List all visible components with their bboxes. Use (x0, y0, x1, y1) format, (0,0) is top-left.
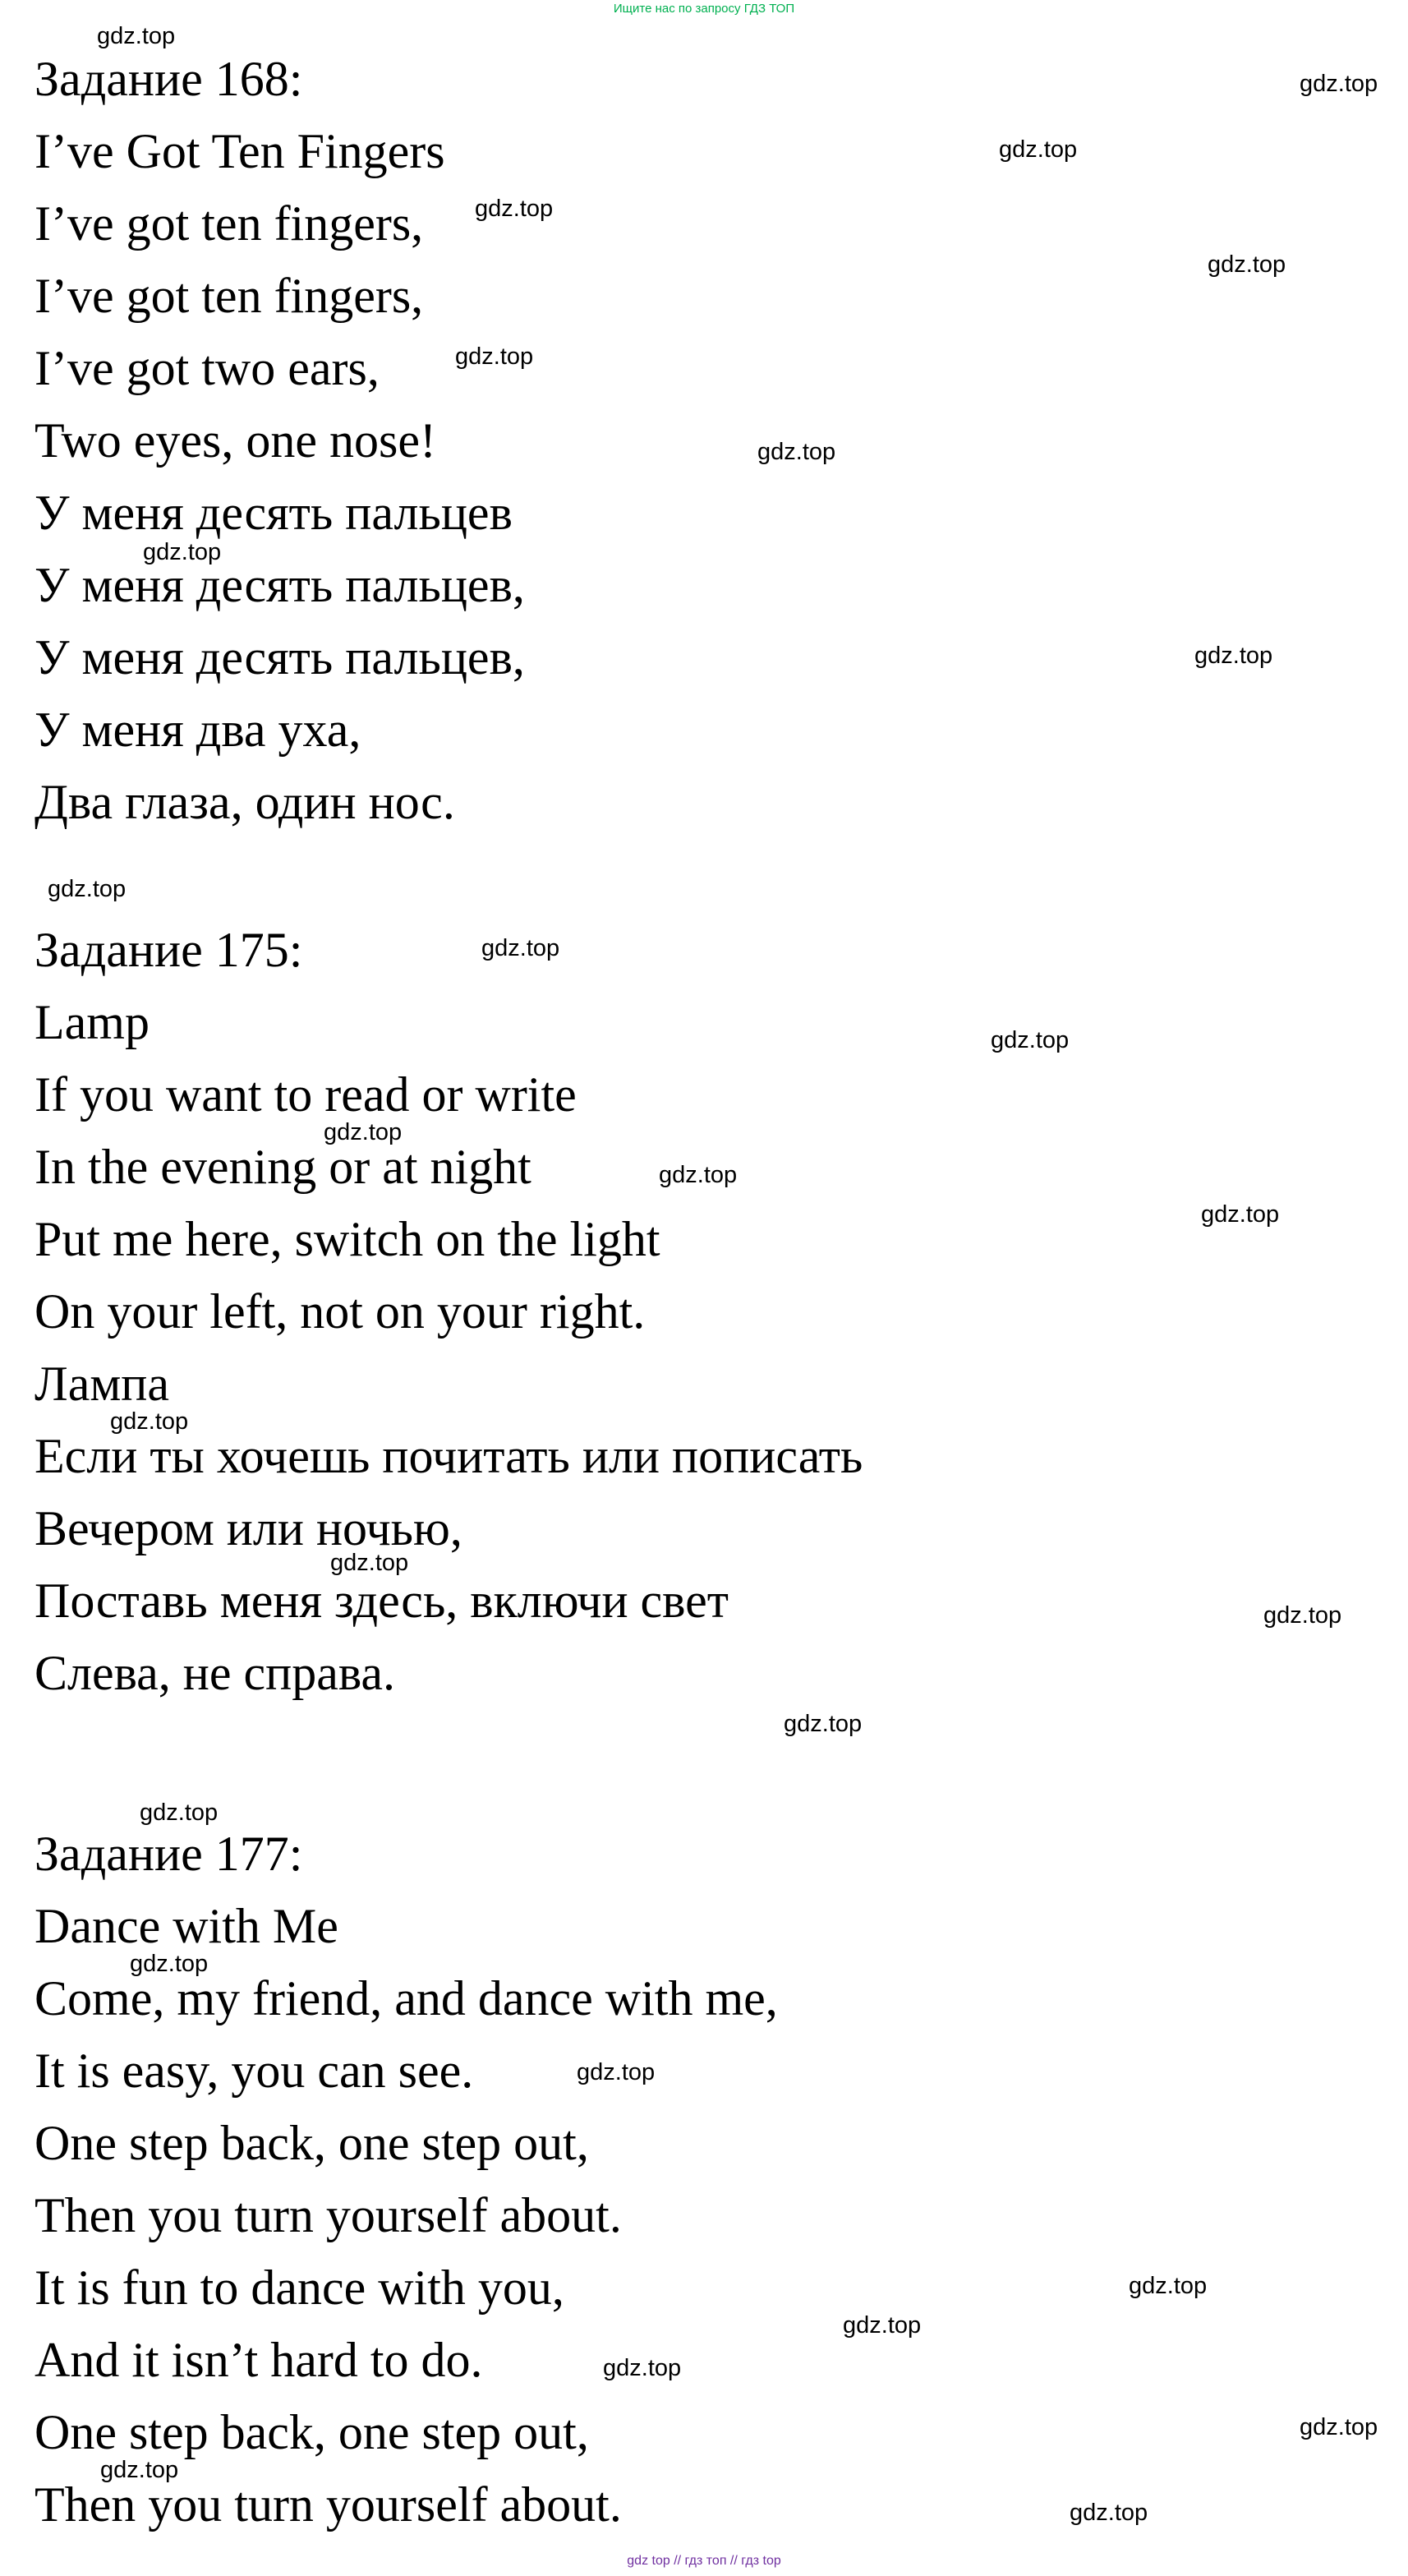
watermark: gdz.top (475, 196, 554, 222)
watermark: gdz.top (143, 539, 222, 565)
watermark: gdz.top (577, 2059, 656, 2085)
task-168-line: Two eyes, one nose! (35, 413, 436, 468)
watermark: gdz.top (991, 1027, 1070, 1053)
task-177-line: Then you turn yourself about. (35, 2477, 622, 2532)
task-175-line: In the evening or at night (35, 1140, 531, 1194)
watermark: gdz.top (1263, 1602, 1342, 1629)
task-168-line: I’ve got ten fingers, (35, 269, 424, 323)
task-175-line: Лампа (35, 1357, 170, 1411)
task-175-line: Put me here, switch on the light (35, 1212, 660, 1266)
task-168-line: I’ve got two ears, (35, 341, 380, 395)
watermark: gdz.top (757, 439, 836, 465)
task-177-line: Then you turn yourself about. (35, 2188, 622, 2242)
watermark: gdz.top (97, 23, 176, 49)
task-168-line: У меня десять пальцев, (35, 558, 525, 612)
task-177-line: It is fun to dance with you, (35, 2260, 564, 2315)
task-177-line: One step back, one step out, (35, 2116, 589, 2170)
task-168-heading: Задание 168: (35, 52, 303, 106)
task-177-line: Come, my friend, and dance with me, (35, 1971, 778, 2025)
task-168-line: Два глаза, один нос. (35, 775, 455, 829)
watermark: gdz.top (1201, 1201, 1280, 1228)
watermark: gdz.top (999, 136, 1078, 163)
watermark: gdz.top (455, 343, 534, 370)
watermark: gdz.top (1300, 71, 1378, 97)
watermark: gdz.top (100, 2457, 179, 2483)
task-175-line: Если ты хочешь почитать или пописать (35, 1429, 863, 1483)
task-175-heading: Задание 175: (35, 923, 303, 977)
task-175-line: Вечером или ночью, (35, 1501, 462, 1555)
task-177-line: Dance with Me (35, 1899, 338, 1953)
watermark: gdz.top (48, 876, 127, 902)
top-banner: Ищите нас по запросу ГДЗ ТОП (613, 2, 795, 16)
watermark: gdz.top (110, 1408, 189, 1435)
task-175-line: If you want to read or write (35, 1067, 577, 1122)
task-168-line: У меня два уха, (35, 703, 361, 757)
watermark: gdz.top (603, 2355, 682, 2381)
task-177-line: And it isn’t hard to do. (35, 2333, 483, 2387)
task-175-line: On your left, not on your right. (35, 1284, 646, 1339)
task-175-line: Поставь меня здесь, включи свет (35, 1574, 729, 1628)
watermark: gdz.top (784, 1711, 863, 1737)
watermark: gdz.top (659, 1162, 738, 1188)
watermark: gdz.top (1300, 2414, 1378, 2440)
watermark: gdz.top (1129, 2273, 1208, 2299)
watermark: gdz.top (1070, 2500, 1148, 2526)
task-177-line: One step back, one step out, (35, 2405, 589, 2459)
watermark: gdz.top (330, 1550, 409, 1576)
watermark: gdz.top (481, 935, 560, 961)
watermark: gdz.top (843, 2312, 922, 2339)
watermark: gdz.top (1194, 643, 1273, 669)
task-177-heading: Задание 177: (35, 1827, 303, 1881)
task-168-line: У меня десять пальцев, (35, 630, 525, 684)
bottom-banner: gdz top // гдз топ // гдз top (627, 2554, 781, 2568)
watermark: gdz.top (140, 1800, 219, 1826)
task-168-line: У меня десять пальцев (35, 486, 513, 540)
task-175-line: Lamp (35, 995, 150, 1049)
task-175-line: Слева, не справа. (35, 1646, 396, 1700)
task-177-line: It is easy, you can see. (35, 2044, 474, 2098)
watermark: gdz.top (130, 1951, 209, 1977)
watermark: gdz.top (1208, 251, 1286, 278)
watermark: gdz.top (324, 1119, 403, 1145)
task-168-line: I’ve got ten fingers, (35, 196, 424, 251)
task-168-line: I’ve Got Ten Fingers (35, 124, 445, 178)
